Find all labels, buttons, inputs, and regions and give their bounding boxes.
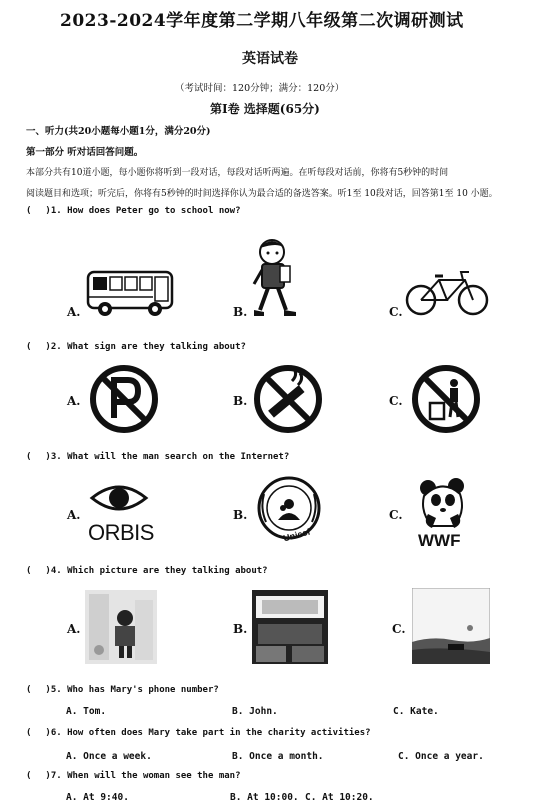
unicef-logo-text: Unicef [282, 526, 312, 544]
answer-paren-open: ( [26, 452, 32, 462]
question-3-text: 3. What will the man search on the Internet? [50, 452, 290, 462]
q6-choice-a[interactable]: A. Once a week. [66, 751, 152, 762]
q4-option-b-label: B. [233, 622, 248, 636]
subject-title: 英语试卷 [242, 51, 298, 67]
photo-field-icon[interactable] [412, 588, 490, 664]
q6-choice-b[interactable]: B. Once a month. [232, 751, 324, 762]
q2-option-a-label: A. [67, 394, 81, 408]
question-4-text: 4. Which picture are they talking about? [50, 566, 268, 576]
wwf-panda-logo-icon[interactable] [418, 478, 468, 530]
exam-info: （考试时间：120分钟；满分：120分） [175, 83, 345, 94]
wwf-logo-text: WWF [418, 531, 461, 550]
part-title: 第Ⅰ卷 选择题(65分) [210, 102, 320, 116]
q3-option-a-label: A. [67, 508, 81, 522]
q7-choice-b[interactable]: B. At 10:00. [230, 792, 299, 803]
walking-boy-icon[interactable] [250, 236, 300, 320]
q5-choice-a[interactable]: A. Tom. [66, 706, 107, 717]
answer-paren-open: ( [26, 342, 32, 352]
answer-paren-open: ( [26, 685, 32, 695]
answer-paren-open: ( [26, 771, 32, 781]
q4-option-c-label: C. [392, 622, 406, 636]
q3-option-b-label: B. [233, 508, 248, 522]
part1-heading: 第一部分 听对话回答问题。 [26, 147, 144, 158]
photo-girl-icon[interactable] [85, 590, 157, 664]
q4-option-a-label: A. [67, 622, 81, 636]
bus-icon[interactable] [85, 267, 175, 319]
question-4 [26, 566, 268, 576]
q2-option-c-label: C. [389, 394, 403, 408]
q1-option-a-label: A. [67, 305, 81, 319]
answer-paren-close: ) [45, 452, 51, 462]
question-2 [26, 342, 246, 352]
question-1 [26, 206, 241, 216]
orbis-logo-text: ORBIS [88, 520, 154, 545]
q7-choice-a[interactable]: A. At 9:40. [66, 792, 129, 803]
question-5-text: 5. Who has Mary's phone number? [50, 685, 219, 695]
photo-classroom-icon[interactable] [252, 590, 328, 664]
question-2-text: 2. What sign are they talking about? [50, 342, 246, 352]
question-7 [26, 771, 241, 781]
q3-option-c-label: C. [389, 508, 403, 522]
question-1-text: 1. How does Peter go to school now? [50, 206, 241, 216]
q7-choice-c[interactable]: C. At 10:20. [305, 792, 374, 803]
q5-choice-c[interactable]: C. Kate. [393, 706, 439, 717]
answer-paren-open: ( [26, 206, 32, 216]
bicycle-icon[interactable] [405, 268, 489, 318]
question-5 [26, 685, 219, 695]
section-heading: 一、听力(共20小题每小题1分，满分20分) [26, 126, 211, 137]
answer-paren-close: ) [45, 685, 51, 695]
no-smoking-sign-icon[interactable] [252, 363, 324, 435]
answer-paren-open: ( [26, 566, 32, 576]
answer-paren-close: ) [45, 566, 51, 576]
q2-option-b-label: B. [233, 394, 248, 408]
instruction-line-1: 本部分共有10道小题，每小题你将听到一段对话，每段对话听两遍。在听每段对话前，你将有5秒钟的时间 [26, 168, 449, 178]
instruction-line-2: 阅读题目和选项；听完后，你将有5秒钟的时间选择你认为最合适的备选答案。听1至 10段对话，回答第1至 10 小题。 [26, 189, 498, 199]
orbis-eye-logo-icon[interactable] [88, 480, 150, 518]
question-7-text: 7. When will the woman see the man? [50, 771, 241, 781]
answer-paren-close: ) [45, 728, 51, 738]
q1-option-c-label: C. [389, 305, 403, 319]
question-3 [26, 452, 289, 462]
no-littering-sign-icon[interactable] [410, 363, 482, 435]
answer-paren-open: ( [26, 728, 32, 738]
exam-title: 2023-2024学年度第二学期八年级第二次调研测试 [60, 11, 464, 31]
question-6-text: 6. How often does Mary take part in the charity activities? [50, 728, 371, 738]
q1-option-b-label: B. [233, 305, 248, 319]
answer-paren-close: ) [45, 771, 51, 781]
no-parking-sign-icon[interactable] [88, 363, 160, 435]
q5-choice-b[interactable]: B. John. [232, 706, 278, 717]
question-6 [26, 728, 371, 738]
q6-choice-c[interactable]: C. Once a year. [398, 751, 484, 762]
answer-paren-close: ) [45, 342, 51, 352]
answer-paren-close: ) [45, 206, 51, 216]
